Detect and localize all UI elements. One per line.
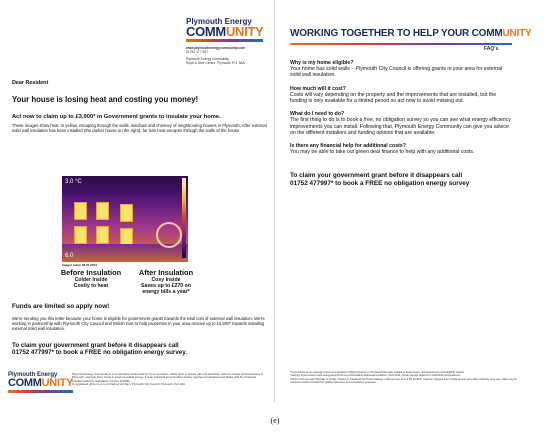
before-title: Before Insulation <box>60 268 122 277</box>
logo-line2 <box>186 26 263 38</box>
faq-footnote-3: *Phone lines are open Monday to Friday. Closed on weekends and bank holidays. Calls are free from a BT landline, however charges from mobile phones and other networks may vary. Calls may be monitored and/or recorded for quality assurance and compliance purposes. <box>290 377 517 384</box>
faq-footnotes <box>290 371 526 384</box>
funds-limited: Funds are limited so apply now! <box>12 303 110 310</box>
after-title: After Insulation <box>138 268 194 277</box>
faq-a2: Costs will vary depending on the property and the improvements that are installed, but the funding is only available for a limited period so act now to avoid missing out. <box>290 91 497 105</box>
thermal-window <box>96 226 109 244</box>
pec-logo-footer <box>8 372 73 393</box>
phone-text: 01752 477 997 <box>186 50 209 54</box>
faq-a4: You may be able to take out green deal finance to help with any additional costs. <box>290 149 475 156</box>
faq-header-part1: WORKING TOGETHER TO HELP YOUR COMM <box>290 28 503 39</box>
thermal-colour-scale <box>182 178 186 258</box>
pec-logo-top <box>186 18 263 42</box>
faq-q3: What do I need to do? <box>290 111 345 118</box>
address-line1: Plymouth Energy Community, <box>186 57 230 61</box>
footer-logo-bar <box>8 390 73 393</box>
letter-cta-line2: 01752 477997* to book a FREE no obligation energy survey. <box>12 349 187 357</box>
thermal-image <box>62 176 188 262</box>
address-line2: Rope & Dive Centre, Plymouth PL1 3AA <box>186 61 245 65</box>
footer-logo-comm: COMM <box>8 377 42 389</box>
logo-colour-bar <box>186 39 263 42</box>
letter-subhead: Act now to claim up to £3,900* in Government grants to insulate your home. <box>12 114 221 120</box>
thermal-temp-top: 3.0 °C <box>65 179 82 185</box>
thermal-window <box>120 204 133 222</box>
letter-headline: Your house is losing heat and costing you money! <box>12 95 199 104</box>
footer-logo-unity: UNITY <box>41 377 74 389</box>
thermal-temp-bottom: 6.0 <box>65 253 74 259</box>
letter-cta <box>12 342 274 357</box>
footer-text: Plymouth Energy Community is a co-operative owned and run by its members, which aims to reduce gas and electricity costs for people and businesses in Plymouth, and help them invest in local renewable energy. It is an industrial and provident society registered in England and Wales with the Financial Conduct Authority registration number 32180R. <box>72 372 264 383</box>
logo-comm: COMM <box>186 24 226 39</box>
faq-header-band <box>290 26 532 42</box>
letter-footer <box>72 373 266 387</box>
letter-body: We're sending you this letter because your home is eligible for government grants towards the total cost of external wall insulation. We're working in partnership with Plymouth City Council and British Gas to help properties in your area receive up to £3,900* towards installing external solid wall insulation. <box>12 316 265 331</box>
faq-header-text <box>290 26 532 42</box>
faq-footnote-1: *Grant based on an average 3 bed semi-detached (SWAI) property in the Ward Park area, subject to assessment, technical survey and eligibility criteria. <box>290 371 465 374</box>
after-line1: Cosy Inside <box>151 277 181 283</box>
figure-label: (e) <box>270 416 280 425</box>
footer-text2: Its registered office is c/o Lorn Carbon Ltd Sam, Plymouth City Council, Plymouth, PL1 3AA <box>72 382 186 387</box>
thermal-window <box>74 202 87 220</box>
faq-cta <box>290 172 520 188</box>
after-block <box>128 268 204 295</box>
before-block <box>58 268 124 289</box>
logo-unity: UNITY <box>225 24 264 39</box>
logo-line1: Plymouth Energy <box>186 17 252 26</box>
thermal-window <box>74 226 87 244</box>
faq-header-part2: UNITY <box>502 28 532 39</box>
faq-a1: Your home has solid walls – Plymouth City Council is offering grants in your area for external solid wall insulation. <box>290 66 503 79</box>
letter-cta-line1: To claim your government grant before it disappears call <box>12 342 179 349</box>
footer-logo-line2 <box>8 378 73 389</box>
faq-cta-line1: To claim your government grant before it disappears call <box>290 172 463 179</box>
before-line2: Costly to heat <box>73 283 109 289</box>
contact-block <box>186 46 266 65</box>
faq-footnote-2: *Savings figure source www.energysavingtrust.org.uk/Insulation/Solid-wall-insulation, June 2014. Actual savings depend on individual circumstances. <box>290 374 461 378</box>
before-line1: Colder Inside <box>74 277 108 283</box>
after-line3: energy bills a year* <box>142 289 190 295</box>
faq-label: FAQ's <box>484 46 499 52</box>
image-caption: Images taken 30.01.2013 <box>62 263 97 267</box>
footer-logo-line1: Plymouth Energy <box>8 372 58 378</box>
faq-header-line <box>290 43 512 45</box>
faq-cta-line2: 01752 477997* to book a FREE no obligation energy survey <box>290 180 470 187</box>
faq-q4: Is there any financial help for additional costs? <box>290 143 406 150</box>
faq-list <box>290 60 514 155</box>
after-line2: Saves up to £270 on <box>141 283 191 289</box>
page-divider <box>274 0 275 402</box>
letter-intro: These images show heat, in yellow, escaping through the walls, windows and chimney of neighbouring houses in Plymouth. After external solid wall insulation has been installed (the darker house on the right), far less heat escapes through the walls of the house <box>12 123 267 133</box>
faq-a3: The first thing to do is to book a free, no obligation survey so you can see what energy efficiency improvements you can install. Following that, Plymouth Energy Community can give you advice on the different installers and funding options that are available. <box>290 117 511 136</box>
thermal-window <box>96 202 109 220</box>
faq-q1: Why is my home eligible? <box>290 60 354 66</box>
thermal-watermark <box>156 222 182 248</box>
faq-q2: How much will it cost? <box>290 85 346 92</box>
website-text: www.plymouthenergycommunity.com <box>186 46 246 50</box>
salutation: Dear Resident <box>12 80 49 86</box>
